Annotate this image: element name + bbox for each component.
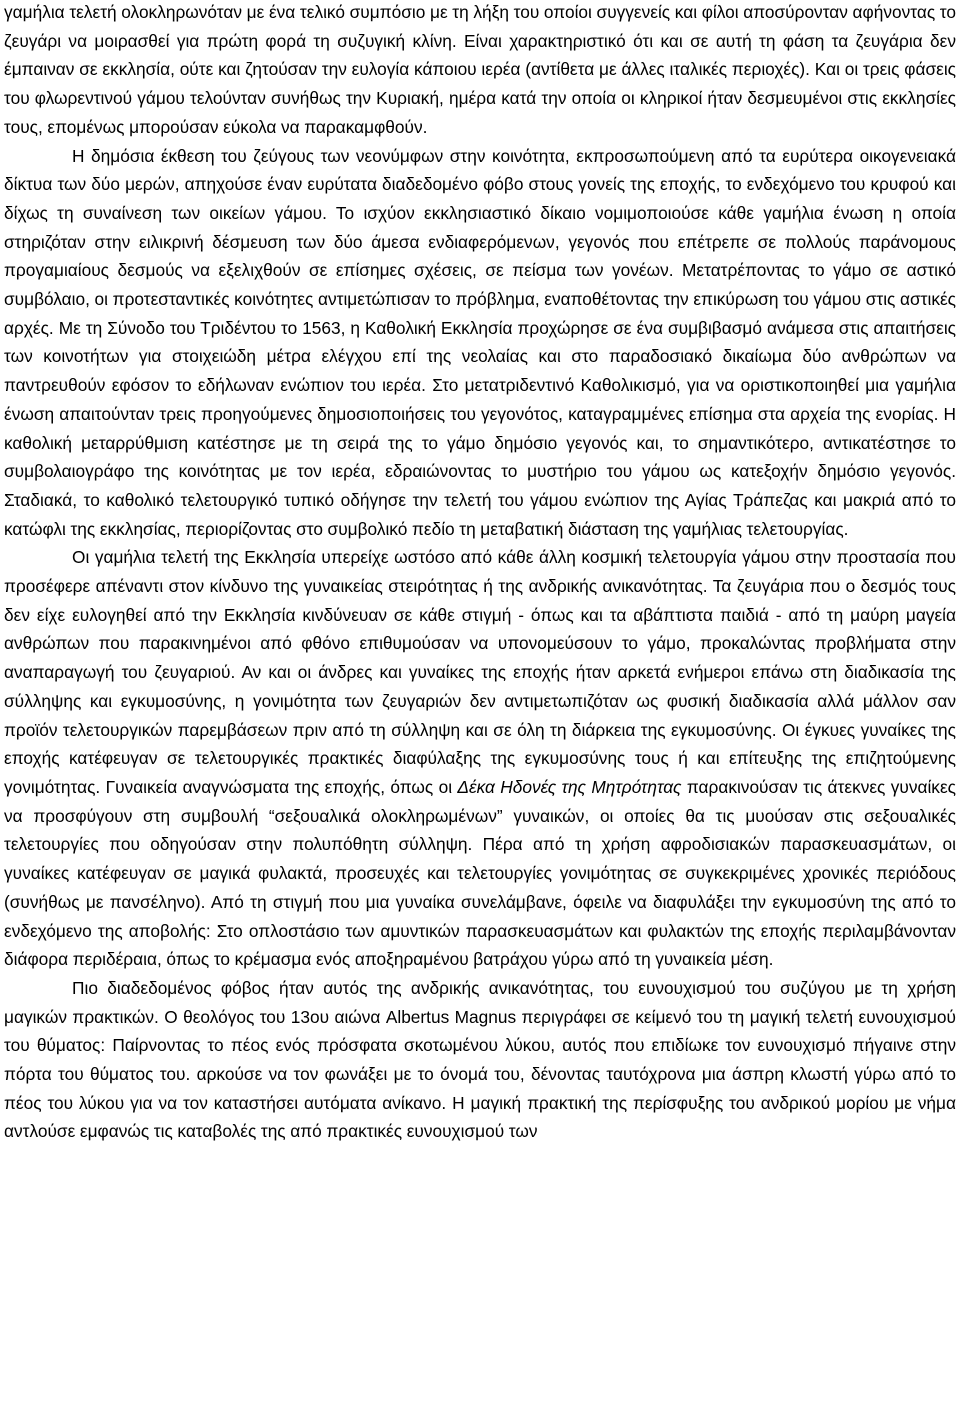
paragraph-1 [4, 0, 956, 142]
sentence: Η δημόσια έκθεση του ζεύγους των νεονύμφων στην κοινότητα, εκπροσωπούμενη από τα ευρύτερα οικογενειακά δίκτυα των δύο μερών, απηχούσε έναν ευρύτατα διαδεδομένο φόβο στους γονείς της εποχής, το ενδεχόμενο του κρυφού και δίχως τη συναίνεση των οικείων γάμου. [4, 145, 956, 223]
sentence: γαμήλια τελετή ολοκληρωνόταν με ένα τελικό συμπόσιο με τη λήξη του οποίοι συγγενείς και φίλοι αποσύρονταν αφήνοντας το ζευγάρι να μοιρασθεί για πρώτη φορά τη συζυγική κλίνη. [4, 2, 956, 51]
sentence: Οι έγκυες γυναίκες της εποχής κατέφευγαν σε τελετουργικές πρακτικές διαφύλαξης της εγκυμοσύνης τους ή και επίτευξης της επιζητούμενης γονιμότητας. [4, 719, 956, 797]
paragraph-3 [4, 543, 956, 974]
sentence: Τα ζευγάρια που ο δεσμός τους δεν είχε ευλογηθεί από την Εκκλησία κινδύνευαν σε κάθε στιγμή - όπως και τα αβάπτιστα παιδιά - από τη μαύρη μαγεία ανθρώπων που παρακινημένοι από φθόνο επιθυμούσαν να υπονομεύσουν το γάμο, προκαλώντας προβλήματα στην αναπαραγωγή του ζευγαριού. [4, 576, 956, 683]
sentence: Είναι χαρακτηριστικό ότι και σε αυτή τη φάση τα ζευγάρια δεν έμπαιναν σε εκκλησία, ούτε και ζητούσαν την ευλογία κάποιου ιερέα (αντίθετα με άλλες ιταλικές περιοχές). [4, 30, 956, 80]
sentence-end: παρακινούσαν τις άτεκνες γυναίκες να προσφύγουν στη συμβουλή “σεξουαλικά ολοκληρωμένων” γυναικών, οι οποίες θα τις μυούσαν στις σεξουαλικές τελετουργίες που οδηγούσαν στην πολυπόθητη σύλληψη. [4, 776, 956, 855]
sentence: Πέρα από τη χρήση αφροδισιακών παρασκευασμάτων, οι γυναίκες κατέφευγαν σε μαγικά φυλακτά, προσευχές και τελετουργίες γονιμότητας σε συγκεκριμένες χρονικές περιόδους (συνήθως με πανσέληνο). [4, 834, 957, 912]
sentence: Με τη Σύνοδο του Τριδέντου το 1563, η Καθολική Εκκλησία προχώρησε σε ένα συμβιβασμό ανάμεσα στις απαιτήσεις των κοινοτήτων για στοιχειώδη μέτρα ελέγχου επί της νεολαίας και στο παραδοσιακό δικαίωμα δύο ανθρώπων να παντρευθούν εφόσον το εδήλωναν ενώπιον του ιερέα. [4, 317, 957, 396]
sentence: Μετατρέποντας το γάμο σε αστικό συμβόλαιο, οι προτεσταντικές κοινότητες αντιμετώπισαν το πρόβλημα, εναποθέτοντας την επικύρωση του γάμου στις αστικές αρχές. [4, 260, 956, 338]
sentence: αρκούσε να τον φωνάξει με το όνομά του, δένοντας ταυτόχρονα μια άσπρη κλωστή γύρω από το πέος του λύκου για να τον καταστήσει αυτόματα ανίκανο. [4, 1064, 956, 1113]
book-title: Δέκα Ηδονές της Μητρότητας [457, 776, 682, 797]
sentence: Η μαγική πρακτική της περίσφυξης του ανδρικού μορίου με νήμα αντλούσε εμφανώς τις καταβολές της από πρακτικές ευνουχισμού των [4, 1092, 956, 1142]
paragraph-4 [4, 974, 956, 1146]
sentence: Το ισχύον εκκλησιαστικό δίκαιο νομιμοποιούσε κάθε γαμήλια ένωση η οποία στηριζόταν στην ειλικρινή δέσμευση των δύο άμεσα ενδιαφερόμενων, γεγονός που επέτρεπε σε πολλούς παράνομους προγαμιαίους δεσμούς να εξελιχθούν σε επίσημες σχέσεις, σε πείσμα των γονέων. [4, 202, 956, 281]
sentence: Οι γαμήλια τελετή της Εκκλησία υπερείχε ωστόσο από κάθε άλλη κοσμική τελετουργία γάμου στην προστασία που προσέφερε απέναντι στον κίνδυνο της γυναικείας στειρότητας ή της ανδρικής ανικανότητας. [4, 547, 956, 597]
sentence-start: Γυναικεία αναγνώσματα της εποχής, όπως οι [105, 776, 458, 797]
sentence: Η καθολική μεταρρύθμιση κατέστησε με τη σειρά της το γάμο δημόσιο γεγονός και, το σημαντικότερο, αντικατέστησε το συμβολαιογράφο της κοινότητας με τον ιερέα, εδραιώνοντας το μυστήριο του γάμου ως κατεξοχήν δημόσιο γεγονός. [4, 403, 956, 482]
sentence: Αν και οι άνδρες και γυναίκες της εποχής ήταν αρκετά ενήμεροι επάνω στη διαδικασία της σύλληψης και εγκυμοσύνης, η γονιμότητα των ζευγαριών δεν αντιμετωπιζόταν ως φυσική διαδικασία αλλά μάλλον σαν προϊόν τελετουργικών παρεμβάσεων πριν από τη σύλληψη και σε όλη τη διάρκεια της εγκυμοσύνης. [4, 662, 956, 740]
sentence: Από τη στιγμή που μια γυναίκα συνελάμβανε, όφειλε να διαφυλάξει την εγκυμοσύνη της από το ενδεχόμενο της αποβολής: Στο οπλοστάσιο των αμυντικών παρασκευασμάτων και φυλακτών της εποχής περιλαμβάνονταν διάφορα περιδέραια, όπως το κρέμασμα ενός αποξηραμένου βατράχου γύρω από τη γυναικεία μέση. [4, 891, 957, 970]
sentence: Πιο διαδεδομένος φόβος ήταν αυτός της ανδρικής ανικανότητας, του ευνουχισμού του συζύγου με τη χρήση μαγικών πρακτικών. [4, 977, 956, 1027]
sentence: Σταδιακά, το καθολικό τελετουργικό τυπικό οδήγησε την τελετή του γάμου ενώπιον της Αγίας Τράπεζας και μακριά από το κατώφλι της εκκλησίας, περιορίζοντας στο συμβολικό πεδίο τη μεταβατική διάσταση της γαμήλιας τελετουργίας. [4, 489, 956, 539]
sentence: Στο μετατριδεντινό Καθολικισμό, για να οριστικοποιηθεί μια γαμήλια ένωση απαιτούνταν τρεις προηγούμενες δημοσιοποιήσεις του γεγονότος, καταγραμμένες επίσημα στα αρχεία της ενορίας. [4, 375, 956, 424]
sentence: Και οι τρεις φάσεις του φλωρεντινού γάμου τελούνταν συνήθως την Κυριακή, ημέρα κατά την οποία οι κληρικοί ήταν δεσμευμένοι στις εκκλησίες τους, επομένως μπορούσαν εύκολα να παρακαμφθούν. [4, 59, 956, 137]
sentence: Ο θεολόγος του 13ου αιώνα Albertus Magnus περιγράφει σε κείμενό του τη μαγική τελετή ευνουχισμού του θύματος: Παίρνοντας το πέος ενός πρόσφατα σκοτωμένου λύκου, αυτός που επιδίωκε τον ευνουχισμό πήγαινε στην πόρτα του θύματος του. [4, 1006, 956, 1085]
paragraph-2 [4, 142, 956, 544]
